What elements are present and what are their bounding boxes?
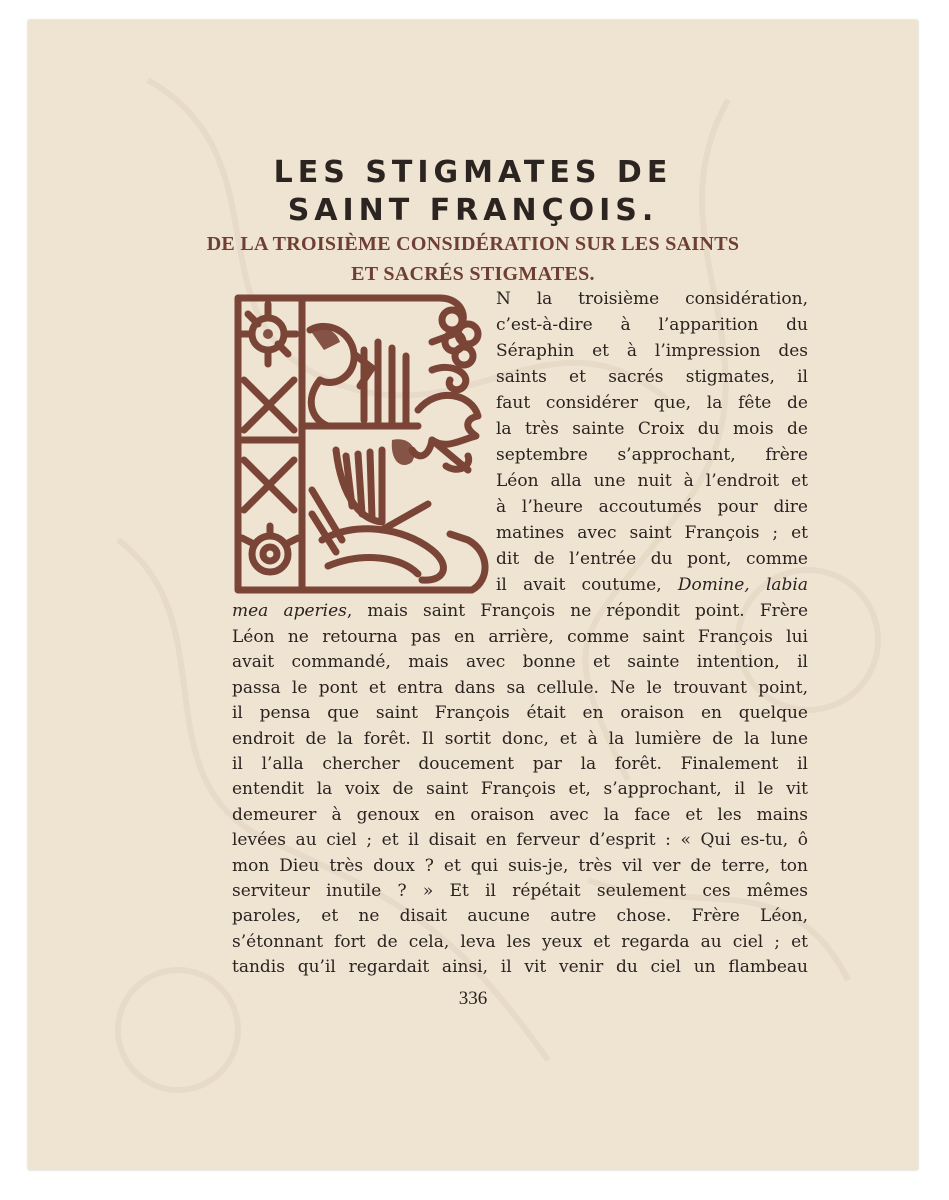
body-line: il pensa que saint François était en oraison en quelque <box>232 703 808 724</box>
body-line: s’étonnant fort de cela, leva les yeux et regarda au ciel ; et <box>232 931 808 952</box>
body-line: avait commandé, mais avec bonne et sainte intention, il <box>232 652 808 673</box>
body-line: Léon ne retourna pas en arrière, comme saint François lui <box>232 627 808 647</box>
body-line: saints et sacrés stigmates, il <box>496 367 808 387</box>
body-line: il l’alla chercher doucement par la forêt. Finalement il <box>232 754 808 774</box>
body-line: paroles, et ne disait aucune autre chose. Frère Léon, <box>232 906 808 927</box>
latin-phrase-part-2: mea aperies <box>232 601 347 621</box>
book-page <box>28 20 918 1170</box>
body-line: Léon alla une nuit à l’endroit et <box>496 471 808 491</box>
section-subtitle-line-2: ET SACRÉS STIGMATES. <box>351 263 595 285</box>
latin-phrase-part-1: Domine, labia <box>677 575 808 595</box>
body-line: entendit la voix de saint François et, s’approchant, il le vit <box>232 779 808 800</box>
body-line: septembre s’approchant, frère <box>496 445 808 465</box>
body-line: tandis qu’il regardait ainsi, il vit venir du ciel un flambeau <box>232 957 808 978</box>
body-line-narrow-last <box>496 572 808 598</box>
body-line: faut considérer que, la fête de <box>496 393 808 413</box>
page-number: 336 <box>458 988 488 1009</box>
section-subtitle-line-1: DE LA TROISIÈME CONSIDÉRATION SUR LES SAINTS <box>206 233 740 255</box>
body-line: à l’heure accoutumés pour dire <box>496 497 808 517</box>
body-line: N la troisième considération, <box>496 289 808 309</box>
body-line-wide-first <box>232 598 808 624</box>
decorated-initial-e-icon <box>232 290 496 598</box>
body-line: serviteur inutile ? » Et il répétait seulement ces mêmes <box>232 881 808 901</box>
body-line: Séraphin et à l’impression des <box>496 341 808 361</box>
body-line: levées au ciel ; et il disait en ferveur d’esprit : « Qui es-tu, ô <box>232 830 808 851</box>
body-line-prefix: il avait coutume, <box>496 575 678 595</box>
body-line: passa le pont et entra dans sa cellule. Ne le trouvant point, <box>232 677 808 698</box>
chapter-title-line-2: SAINT FRANÇOIS. <box>287 193 659 228</box>
body-line: c’est-à-dire à l’apparition du <box>496 315 808 335</box>
body-line: la très sainte Croix du mois de <box>496 419 808 439</box>
body-line-rest: , mais saint François ne répondit point. Frère <box>346 601 808 621</box>
chapter-title-line-1: LES STIGMATES DE <box>273 155 673 190</box>
body-line: dit de l’entrée du pont, comme <box>496 549 808 569</box>
body-line: endroit de la forêt. Il sortit donc, et à la lumière de la lune <box>232 728 808 749</box>
body-line: demeurer à genoux en oraison avec la face et les mains <box>232 804 808 825</box>
body-line: mon Dieu très doux ? et qui suis-je, très vil ver de terre, ton <box>232 855 808 876</box>
body-line: matines avec saint François ; et <box>496 523 808 543</box>
